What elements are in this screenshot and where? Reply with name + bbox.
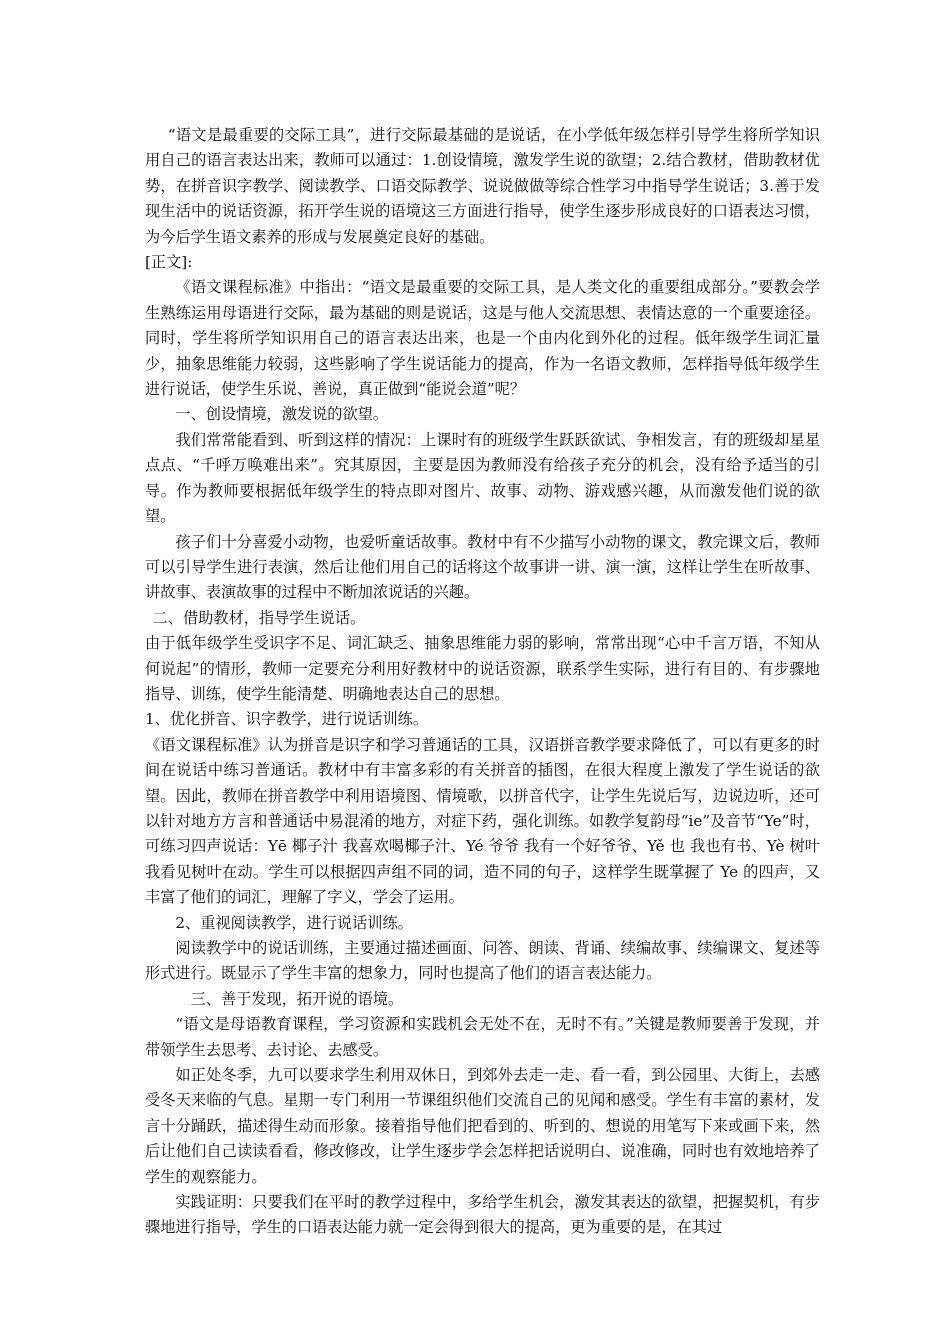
body-paragraph: 我们常常能看到、听到这样的情况：上课时有的班级学生跃跃欲试、争相发言，有的班级却星星点点、“千呼万唤难出来”。究其原因，主要是因为教师没有给孩子充分的机会，没有给予适当的引导。作为教师要根据低年级学生的特点即对图片、故事、动物、游戏感兴趣，从而激发他们说的欲望。 — [145, 430, 820, 526]
body-paragraph: 阅读教学中的说话训练，主要通过描述画面、问答、朗读、背诵、续编故事、续编课文、复述等形式进行。既显示了学生丰富的想象力，同时也提高了他们的语言表达能力。 — [145, 939, 820, 983]
body-paragraph: 《语文课程标准》认为拼音是识字和学习普通话的工具，汉语拼音教学要求降低了，可以有更多的时间在说话中练习普通话。教材中有丰富多彩的有关拼音的插图，在很大程度上激发了学生说话的欲望。因此，教师在拼音教学中利用语境图、情境歌，以拼音代字，让学生先说后写，边说边听，还可以针对地方方言和普通话中易混淆的地方，对症下药，强化训练。如教学复韵母“ie”及音节“Ye”时，可练习四声说话：Yē 椰子汁 我喜欢喝椰子汁、Yé 爷爷 我有一个好爷爷、Yě 也 我也有书、Yè 树叶 我看见树叶在动。学生可以根据四声组不同的词，造不同的句子，这样学生既掌握了 Ye 的四声，又丰富了他们的词汇，理解了字义，学会了运用。 — [145, 735, 820, 907]
section-heading: 二、借助教材，指导学生说话。 — [152, 608, 366, 627]
body-paragraph: 如正处冬季，九可以要求学生利用双休日，到郊外去走一走、看一看，到公园里、大街上，去感受冬天来临的气息。星期一专门利用一节课组织他们交流自己的见闻和感受。学生有丰富的素材，发言十分踊跃，描述得生动而形象。接着指导他们把看到的、听到的、想说的用笔写下来或画下来，然后让他们自己读读看看，修改修改，让学生逐步学会怎样把话说明白、说准确，同时也有效地培养了学生的观察能力。 — [145, 1066, 820, 1186]
subsection-heading: 1、优化拼音、识字教学，进行说话训练。 — [145, 710, 429, 729]
section-heading: 三、善于发现，拓开说的语境。 — [190, 989, 404, 1008]
body-paragraph: 孩子们十分喜爱小动物，也爱听童话故事。教材中有不少描写小动物的课文，教完课文后，教师可以引导学生进行表演，然后让他们用自己的话将这个故事讲一讲、演一演，这样让学生在听故事、讲故事、表演故事的过程中不断加浓说话的兴趣。 — [145, 532, 820, 602]
section-heading: 一、创设情境，激发说的欲望。 — [175, 405, 389, 424]
subsection-heading: 2、重视阅读教学，进行说话训练。 — [175, 913, 413, 932]
body-paragraph: 实践证明：只要我们在平时的教学过程中，多给学生机会，激发其表达的欲望，把握契机，有步骤地进行指导，学生的口语表达能力就一定会得到很大的提高，更为重要的是，在其过 — [145, 1193, 820, 1237]
body-paragraph: 由于低年级学生受识字不足、词汇缺乏、抽象思维能力弱的影响，常常出现“心中千言万语，不知从何说起”的情形，教师一定要充分利用好教材中的说话资源，联系学生实际，进行有目的、有步骤地指导、训练，使学生能清楚、明确地表达自己的思想。 — [145, 634, 820, 703]
document-body — [145, 123, 820, 1241]
body-paragraph: “语文是母语教育课程，学习资源和实践机会无处不在，无时不有。”关键是教师要善于发现，并带领学生去思考、去讨论、去感受。 — [145, 1015, 820, 1059]
abstract-paragraph: “语文是最重要的交际工具”，进行交际最基础的是说话，在小学低年级怎样引导学生将所学知识用自己的语言表达出来，教师可以通过：1.创设情境，激发学生说的欲望；2.结合教材，借助教材优势，在拼音识字教学、阅读教学、口语交际教学、说说做做等综合性学习中指导学生说话；3.善于发现生活中的说话资源，拓开学生说的语境这三方面进行指导，使学生逐步形成良好的口语表达习惯，为今后学生语文素养的形成与发展奠定良好的基础。 — [145, 126, 820, 246]
body-label: [正文]: — [145, 253, 193, 272]
body-paragraph: 《语文课程标准》中指出：“语文是最重要的交际工具，是人类文化的重要组成部分。”要教会学生熟练运用母语进行交际，最为基础的则是说话，这是与他人交流思想、表情达意的一个重要途径。同时，学生将所学知识用自己的语言表达出来，也是一个由内化到外化的过程。低年级学生词汇量少，抽象思维能力较弱，这些影响了学生说话能力的提高，作为一名语文教师，怎样指导低年级学生进行说话，使学生乐说、善说，真正做到“能说会道”呢？ — [145, 278, 820, 399]
